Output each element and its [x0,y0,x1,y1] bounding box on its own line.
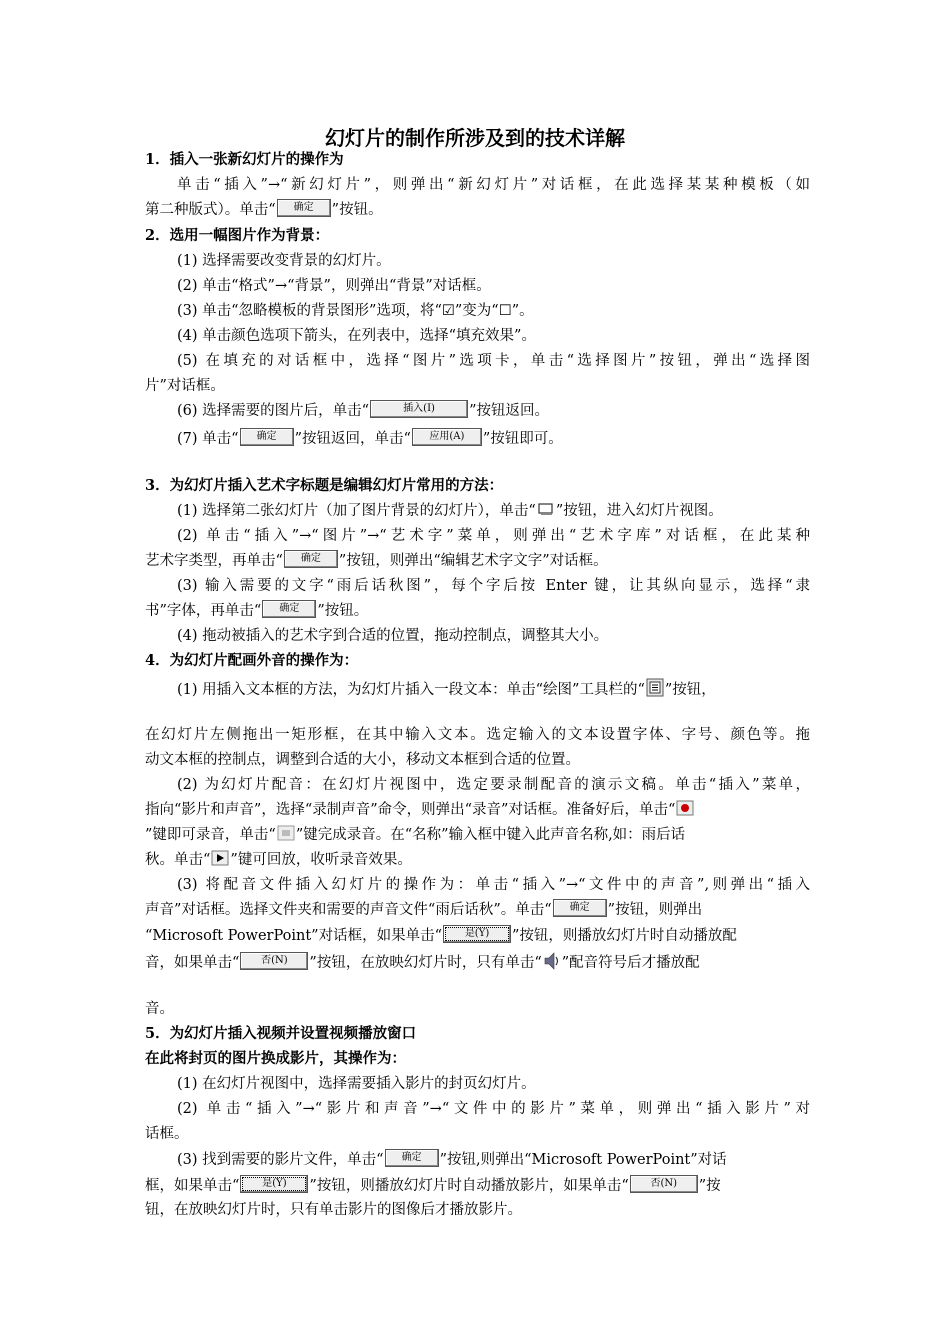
ok-button[interactable]: 确定 [284,550,338,568]
ok-button[interactable]: 确定 [262,600,316,618]
s4-item-2-line-1: (2) 为幻灯片配音：在幻灯片视图中，选定要录制配音的演示文稿。单击“插入”菜单， [177,777,810,793]
text: ”按钮,则弹出“Microsoft PowerPoint”对话 [439,1152,727,1168]
text: 艺术字类型，再单击“ [145,553,283,569]
text: 第二种版式）。单击“ [145,202,276,218]
text: ”按钮，进入幻灯片视图。 [555,503,723,519]
text: ”键可回放，收听录音效果。 [230,852,412,868]
text: (1) 用插入文本框的方法，为幻灯片插入一段文本：单击“绘图”工具栏的“ [177,682,645,698]
s4-item-3-line-4 [145,953,810,973]
s5-item-1: (1) 在幻灯片视图中，选择需要插入影片的封页幻灯片。 [177,1076,536,1092]
textbox-icon[interactable] [646,678,664,698]
text: 指向“影片和声音”，选择“录制声音”命令，则弹出“录音”对话框。准备好后，单击“ [145,802,676,818]
no-button[interactable]: 否(N) [240,952,308,970]
text: 书”字体，再单击“ [145,603,262,619]
apply-button[interactable]: 应用(A) [412,428,482,446]
s5-item-3-line-2 [145,1176,810,1196]
text: ”按 [698,1178,721,1194]
section-1-heading: 1．插入一张新幻灯片的操作为 [145,151,344,168]
page-title: 幻灯片的制作所涉及到的技术详解 [325,126,625,150]
stop-icon[interactable] [277,825,295,841]
s2-item-2: (2) 单击“格式”→“背景”，则弹出“背景”对话框。 [177,278,491,294]
section-2-heading: 2．选用一幅图片作为背景： [145,227,330,244]
ok-button[interactable]: 确定 [553,899,607,917]
text: ”按钮，在放映幻灯片时，只有单击“ [309,955,542,971]
s3-item-3-line-1: (3) 输入需要的文字“雨后话秋图”，每个字后按 Enter 键，让其纵向显示，选择“隶 [177,578,810,594]
empty-box-icon: ☐ [498,303,512,319]
text: ”变为“ [454,303,499,319]
s2-item-1: (1) 选择需要改变背景的幻灯片。 [177,253,391,269]
s3-item-4: (4) 拖动被插入的艺术字到合适的位置，拖动控制点，调整其大小。 [177,628,609,644]
slide-view-icon[interactable] [537,501,555,517]
ok-button[interactable]: 确定 [385,1149,439,1167]
text: ”按钮返回。 [469,403,549,419]
yes-button[interactable]: 是(Y) [443,925,511,943]
text: ”按钮，则播放幻灯片时自动播放影片，如果单击“ [309,1178,629,1194]
s1-paragraph-line-2 [145,200,810,220]
s4-item-3-line-2 [145,900,810,920]
s5-item-3-line-1 [177,1150,810,1170]
text: ”按钮，则弹出 [607,902,703,918]
s4-item-3-line-3 [145,926,810,946]
s2-item-3 [177,301,810,321]
no-button[interactable]: 否(N) [630,1175,698,1193]
s2-item-6 [177,401,810,421]
record-icon[interactable] [676,800,694,816]
s1-paragraph-line-1: 单击“插入”→“新幻灯片”，则弹出“新幻灯片”对话框，在此选择某某种模板（如 [177,177,810,193]
s2-item-7 [177,429,810,449]
s2-item-5-line-2: 片”对话框。 [145,378,225,394]
text: (3) 单击“忽略模板的背景图形”选项，将“ [177,303,442,319]
sound-icon[interactable] [543,951,561,971]
text: (7) 单击“ [177,431,239,447]
text: 框，如果单击“ [145,1178,240,1194]
text: ”按钮， [664,682,716,698]
text: ”按钮，则弹出“编辑艺术字文字”对话框。 [338,553,608,569]
s3-item-2-line-2 [145,551,810,571]
yes-button[interactable]: 是(Y) [240,1175,308,1193]
insert-button[interactable]: 插入(I) [370,400,468,418]
s4-item-1-line-2: 在幻灯片左侧拖出一矩形框，在其中输入文本。选定输入的文本设置字体、字号、颜色等。拖 [145,727,810,743]
text: ”按钮，则播放幻灯片时自动播放配 [512,928,737,944]
text: ”键即可录音，单击“ [145,827,276,843]
section-4-heading: 4．为幻灯片配画外音的操作为： [145,652,359,669]
s4-item-2-line-4 [145,850,810,870]
s3-item-3-line-2 [145,601,810,621]
s5-item-2-line-2: 话框。 [145,1126,189,1142]
text: “Microsoft PowerPoint”对话框，如果单击“ [145,928,443,944]
play-icon[interactable] [211,850,229,866]
s4-item-3-line-1: (3) 将配音文件插入幻灯片的操作为：单击“插入”→“文件中的声音”,则弹出“插入 [177,877,810,893]
s3-item-2-line-1: (2) 单击“插入”→“图片”→“艺术字”菜单，则弹出“艺术字库”对话框，在此某种 [177,528,810,544]
text: ”配音符号后才播放配 [561,955,700,971]
text: 秋。单击“ [145,852,211,868]
s5-item-3-line-3: 钮，在放映幻灯片时，只有单击影片的图像后才播放影片。 [145,1202,522,1218]
ok-button[interactable]: 确定 [277,199,331,217]
text: ”按钮返回，单击“ [294,431,411,447]
s4-item-2-line-2 [145,800,810,820]
ok-button[interactable]: 确定 [240,428,294,446]
text: ”键完成录音。在“名称”输入框中键入此声音名称,如：雨后话 [295,827,686,843]
s2-item-5-line-1: (5) 在填充的对话框中，选择“图片”选项卡，单击“选择图片”按钮，弹出“选择图 [177,353,810,369]
s3-item-1 [177,501,810,521]
text: ”按钮。 [331,202,383,218]
text: 声音”对话框。选择文件夹和需要的声音文件“雨后话秋”。单击“ [145,902,552,918]
s4-item-1-line-3: 动文本框的控制点，调整到合适的大小，移动文本框到合适的位置。 [145,752,580,768]
text: (6) 选择需要的图片后，单击“ [177,403,370,419]
text: (1) 选择第二张幻灯片（加了图片背景的幻灯片），单击“ [177,503,536,519]
checked-box-icon: ☑ [441,303,455,319]
s4-item-1-line-1 [177,680,810,700]
s2-item-4: (4) 单击颜色选项下箭头，在列表中，选择“填充效果”。 [177,328,536,344]
s5-item-2-line-1: (2) 单击“插入”→“影片和声音”→“文件中的影片”菜单，则弹出“插入影片”对 [177,1101,810,1117]
section-5-heading: 5．为幻灯片插入视频并设置视频播放窗口 [145,1025,417,1042]
s4-item-2-line-3 [145,825,810,845]
section-3-heading: 3．为幻灯片插入艺术字标题是编辑幻灯片常用的方法： [145,477,504,494]
text: ”按钮。 [317,603,369,619]
text: ”按钮即可。 [482,431,563,447]
text: (3) 找到需要的影片文件，单击“ [177,1152,384,1168]
section-5-subheading: 在此将封页的图片换成影片，其操作为： [145,1050,406,1067]
text: ”。 [511,303,534,319]
text: 音，如果单击“ [145,955,240,971]
s4-item-3-line-5: 音。 [145,1001,174,1017]
